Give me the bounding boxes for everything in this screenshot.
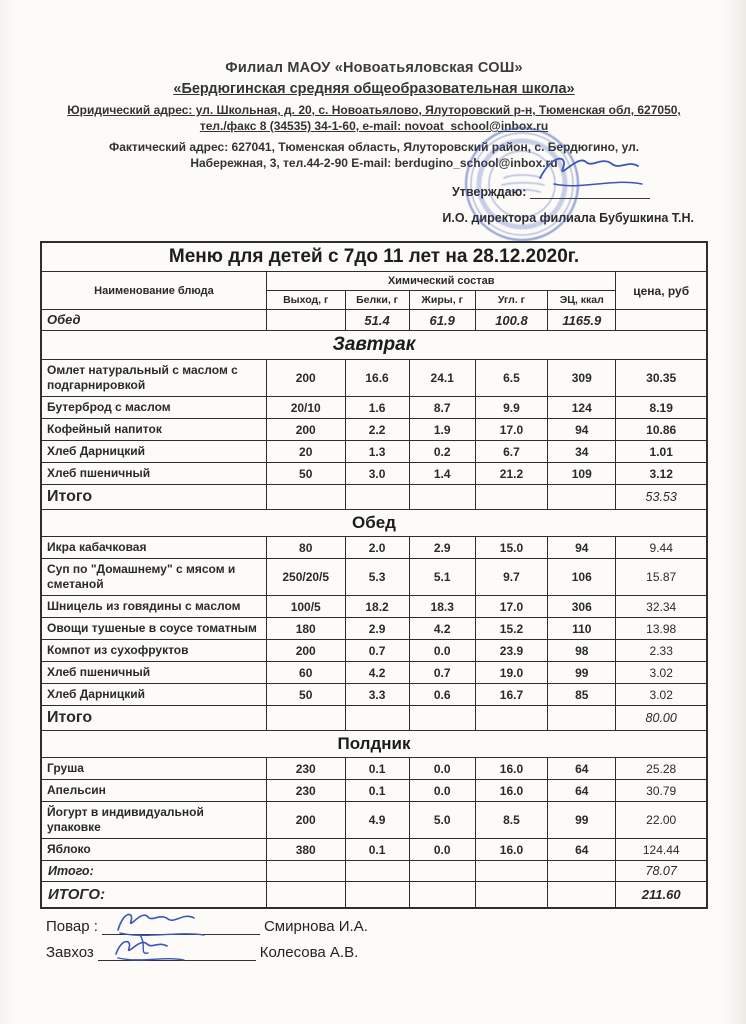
dish-name-cell: Кофейный напиток xyxy=(41,419,266,441)
empty-cell xyxy=(548,706,616,731)
dish-name-cell: Омлет натуральный с маслом с подгарнировкой xyxy=(41,360,266,397)
nutrition-cell: 34 xyxy=(548,441,616,463)
summary-zhiry: 61.9 xyxy=(409,310,475,331)
dish-name-cell: Яблоко xyxy=(41,839,266,861)
nutrition-cell: 380 xyxy=(266,839,345,861)
nutrition-cell: 24.1 xyxy=(409,360,475,397)
approve-label: Утверждаю: xyxy=(452,185,527,199)
empty-cell xyxy=(409,882,475,909)
nutrition-cell: 80 xyxy=(266,537,345,559)
price-cell: 32.34 xyxy=(616,596,707,618)
nutrition-cell: 64 xyxy=(548,839,616,861)
col-ugl-header: Угл. г xyxy=(475,291,547,310)
nutrition-cell: 16.0 xyxy=(475,780,547,802)
nutrition-cell: 5.1 xyxy=(409,559,475,596)
nutrition-cell: 230 xyxy=(266,758,345,780)
dish-name-cell: Суп по "Домашнему" с мясом и сметаной xyxy=(41,559,266,596)
price-cell: 3.02 xyxy=(616,684,707,706)
nutrition-cell: 4.9 xyxy=(345,802,409,839)
nutrition-cell: 17.0 xyxy=(475,596,547,618)
nutrition-cell: 124 xyxy=(548,397,616,419)
steward-label: Завхоз xyxy=(46,944,94,962)
dish-name-cell: Компот из сухофруктов xyxy=(41,640,266,662)
nutrition-cell: 250/20/5 xyxy=(266,559,345,596)
empty-cell xyxy=(475,485,547,510)
steward-signature xyxy=(106,932,206,966)
empty-cell xyxy=(345,882,409,909)
empty-cell xyxy=(266,706,345,731)
nutrition-cell: 1.6 xyxy=(345,397,409,419)
summary-price xyxy=(616,310,707,331)
legal-address-line2: тел./факс 8 (34535) 34-1-60, e-mail: novoat_school@inbox.ru xyxy=(199,119,549,133)
nutrition-cell: 2.9 xyxy=(345,618,409,640)
price-cell: 3.12 xyxy=(616,463,707,485)
nutrition-cell: 3.0 xyxy=(345,463,409,485)
price-cell: 1.01 xyxy=(616,441,707,463)
nutrition-cell: 19.0 xyxy=(475,662,547,684)
director-line: И.О. директора филиала Бубушкина Т.Н. xyxy=(442,211,694,225)
empty-cell xyxy=(475,882,547,909)
dish-row xyxy=(41,758,707,780)
nutrition-cell: 100/5 xyxy=(266,596,345,618)
cook-name: Смирнова И.А. xyxy=(263,918,368,936)
summary-name: Обед xyxy=(41,310,266,331)
grand-total-row xyxy=(41,882,707,909)
nutrition-cell: 15.0 xyxy=(475,537,547,559)
empty-cell xyxy=(475,861,547,882)
nutrition-cell: 6.7 xyxy=(475,441,547,463)
price-cell: 22.00 xyxy=(616,802,707,839)
nutrition-cell: 50 xyxy=(266,684,345,706)
dish-row xyxy=(41,802,707,839)
nutrition-cell: 18.3 xyxy=(409,596,475,618)
dish-row xyxy=(41,780,707,802)
nutrition-cell: 0.0 xyxy=(409,640,475,662)
empty-cell xyxy=(345,861,409,882)
empty-cell xyxy=(345,485,409,510)
dish-name-cell: Бутерброд с маслом xyxy=(41,397,266,419)
nutrition-cell: 0.1 xyxy=(345,780,409,802)
empty-cell xyxy=(409,861,475,882)
nutrition-cell: 0.7 xyxy=(345,640,409,662)
nutrition-cell: 4.2 xyxy=(345,662,409,684)
nutrition-cell: 0.0 xyxy=(409,780,475,802)
nutrition-cell: 180 xyxy=(266,618,345,640)
nutrition-cell: 2.2 xyxy=(345,419,409,441)
col-dish-header: Наименование блюда xyxy=(41,272,266,310)
nutrition-cell: 230 xyxy=(266,780,345,802)
nutrition-cell: 21.2 xyxy=(475,463,547,485)
nutrition-cell: 16.0 xyxy=(475,839,547,861)
nutrition-cell: 1.9 xyxy=(409,419,475,441)
section-title: Завтрак xyxy=(41,331,707,360)
actual-address-line2: Набережная, 3, тел.44-2-90 E-mail: berdugino_school@inbox.ru xyxy=(190,156,558,170)
dish-name-cell: Груша xyxy=(41,758,266,780)
dish-row xyxy=(41,360,707,397)
section-title: Обед xyxy=(41,510,707,537)
nutrition-cell: 200 xyxy=(266,419,345,441)
section-total-row xyxy=(41,861,707,882)
price-cell: 9.44 xyxy=(616,537,707,559)
menu-sections xyxy=(41,331,707,882)
nutrition-cell: 8.7 xyxy=(409,397,475,419)
price-cell: 30.79 xyxy=(616,780,707,802)
menu-title-row xyxy=(41,242,707,272)
dish-row xyxy=(41,839,707,861)
price-cell: 2.33 xyxy=(616,640,707,662)
dish-row xyxy=(41,419,707,441)
dish-name-cell: Овощи тушеные в соусе томатным xyxy=(41,618,266,640)
empty-cell xyxy=(266,485,345,510)
dish-row xyxy=(41,640,707,662)
empty-cell xyxy=(548,485,616,510)
section-header-row xyxy=(41,731,707,758)
menu-table xyxy=(40,241,708,909)
nutrition-cell: 94 xyxy=(548,537,616,559)
nutrition-cell: 2.0 xyxy=(345,537,409,559)
empty-cell xyxy=(409,485,475,510)
price-cell: 15.87 xyxy=(616,559,707,596)
nutrition-cell: 94 xyxy=(548,419,616,441)
price-cell: 25.28 xyxy=(616,758,707,780)
nutrition-cell: 64 xyxy=(548,758,616,780)
organization-name: Филиал МАОУ «Новоатьяловская СОШ» xyxy=(225,60,523,76)
section-header-row xyxy=(41,510,707,537)
nutrition-cell: 20/10 xyxy=(266,397,345,419)
nutrition-cell: 1.4 xyxy=(409,463,475,485)
nutrition-cell: 0.0 xyxy=(409,839,475,861)
total-price-cell: 53.53 xyxy=(616,485,707,510)
empty-cell xyxy=(475,706,547,731)
nutrition-cell: 85 xyxy=(548,684,616,706)
price-cell: 10.86 xyxy=(616,419,707,441)
nutrition-cell: 0.0 xyxy=(409,758,475,780)
nutrition-cell: 0.2 xyxy=(409,441,475,463)
nutrition-cell: 15.2 xyxy=(475,618,547,640)
col-vyhod-header: Выход, г xyxy=(266,291,345,310)
nutrition-cell: 23.9 xyxy=(475,640,547,662)
nutrition-cell: 2.9 xyxy=(409,537,475,559)
menu-title: Меню для детей с 7до 11 лет на 28.12.2020г. xyxy=(41,242,707,272)
section-title: Полдник xyxy=(41,731,707,758)
nutrition-cell: 8.5 xyxy=(475,802,547,839)
empty-cell xyxy=(548,882,616,909)
nutrition-cell: 200 xyxy=(266,802,345,839)
nutrition-cell: 5.0 xyxy=(409,802,475,839)
col-belki-header: Белки, г xyxy=(345,291,409,310)
col-kcal-header: ЭЦ, ккал xyxy=(548,291,616,310)
nutrition-cell: 6.5 xyxy=(475,360,547,397)
steward-line xyxy=(46,944,708,961)
nutrition-cell: 99 xyxy=(548,802,616,839)
legal-address-line1: Юридический адрес: ул. Школьная, д. 20, с. Новоатьялово, Ялуторовский р-н, Тюменская обл, 627050, xyxy=(67,103,681,117)
dish-row xyxy=(41,596,707,618)
section-header-row xyxy=(41,331,707,360)
header-row-1 xyxy=(41,272,707,291)
cook-label: Повар : xyxy=(46,918,98,936)
col-chem-group-header: Химический состав xyxy=(266,272,615,291)
dish-name-cell: Йогурт в индивидуальной упаковке xyxy=(41,802,266,839)
col-zhiry-header: Жиры, г xyxy=(409,291,475,310)
section-total-row xyxy=(41,706,707,731)
empty-cell xyxy=(548,861,616,882)
summary-belki: 51.4 xyxy=(345,310,409,331)
nutrition-cell: 20 xyxy=(266,441,345,463)
nutrition-cell: 200 xyxy=(266,360,345,397)
actual-address-line1: Фактический адрес: 627041, Тюменская область, Ялуторовский район, с. Бердюгино, ул. xyxy=(108,140,640,154)
nutrition-cell: 50 xyxy=(266,463,345,485)
nutrition-cell: 17.0 xyxy=(475,419,547,441)
dish-name-cell: Апельсин xyxy=(41,780,266,802)
price-cell: 8.19 xyxy=(616,397,707,419)
dish-name-cell: Икра кабачковая xyxy=(41,537,266,559)
total-price-cell: 80.00 xyxy=(616,706,707,731)
nutrition-cell: 0.1 xyxy=(345,839,409,861)
total-label-cell: Итого: xyxy=(41,861,266,882)
dish-row xyxy=(41,397,707,419)
price-cell: 30.35 xyxy=(616,360,707,397)
total-label-cell: Итого xyxy=(41,485,266,510)
nutrition-cell: 1.3 xyxy=(345,441,409,463)
nutrition-cell: 106 xyxy=(548,559,616,596)
dish-name-cell: Хлеб пшеничный xyxy=(41,662,266,684)
summary-ugl: 100.8 xyxy=(475,310,547,331)
nutrition-cell: 99 xyxy=(548,662,616,684)
total-label-cell: Итого xyxy=(41,706,266,731)
nutrition-cell: 306 xyxy=(548,596,616,618)
dish-name-cell: Хлеб пшеничный xyxy=(41,463,266,485)
nutrition-cell: 16.7 xyxy=(475,684,547,706)
dish-name-cell: Хлеб Дарницкий xyxy=(41,441,266,463)
nutrition-cell: 4.2 xyxy=(409,618,475,640)
dish-row xyxy=(41,662,707,684)
grand-total-label: ИТОГО: xyxy=(41,882,266,909)
nutrition-cell: 60 xyxy=(266,662,345,684)
empty-cell xyxy=(266,861,345,882)
dish-name-cell: Шницель из говядины с маслом xyxy=(41,596,266,618)
total-price-cell: 78.07 xyxy=(616,861,707,882)
nutrition-cell: 16.6 xyxy=(345,360,409,397)
nutrition-cell: 9.7 xyxy=(475,559,547,596)
price-cell: 124.44 xyxy=(616,839,707,861)
grand-total-price: 211.60 xyxy=(616,882,707,909)
price-cell: 3.02 xyxy=(616,662,707,684)
nutrition-cell: 16.0 xyxy=(475,758,547,780)
empty-cell xyxy=(409,706,475,731)
dish-row xyxy=(41,618,707,640)
school-name: «Бердюгинская средняя общеобразовательная школа» xyxy=(173,81,575,97)
section-total-row xyxy=(41,485,707,510)
steward-signature-line xyxy=(98,947,256,961)
nutrition-cell: 0.7 xyxy=(409,662,475,684)
dish-row xyxy=(41,441,707,463)
dish-row xyxy=(41,537,707,559)
steward-name: Колесова А.В. xyxy=(259,944,359,962)
dish-row xyxy=(41,684,707,706)
dish-name-cell: Хлеб Дарницкий xyxy=(41,684,266,706)
nutrition-cell: 109 xyxy=(548,463,616,485)
nutrition-cell: 98 xyxy=(548,640,616,662)
nutrition-cell: 0.6 xyxy=(409,684,475,706)
nutrition-cell: 3.3 xyxy=(345,684,409,706)
dish-row xyxy=(41,559,707,596)
daily-summary-row xyxy=(41,310,707,331)
nutrition-cell: 0.1 xyxy=(345,758,409,780)
empty-cell xyxy=(266,882,345,909)
nutrition-cell: 64 xyxy=(548,780,616,802)
col-price-header: цена, руб xyxy=(616,272,707,310)
price-cell: 13.98 xyxy=(616,618,707,640)
nutrition-cell: 9.9 xyxy=(475,397,547,419)
dish-row xyxy=(41,463,707,485)
nutrition-cell: 110 xyxy=(548,618,616,640)
nutrition-cell: 18.2 xyxy=(345,596,409,618)
approval-signature-line xyxy=(530,187,650,199)
nutrition-cell: 309 xyxy=(548,360,616,397)
approval-line xyxy=(452,185,708,199)
summary-vyhod xyxy=(266,310,345,331)
nutrition-cell: 5.3 xyxy=(345,559,409,596)
summary-kcal: 1165.9 xyxy=(548,310,616,331)
nutrition-cell: 200 xyxy=(266,640,345,662)
empty-cell xyxy=(345,706,409,731)
